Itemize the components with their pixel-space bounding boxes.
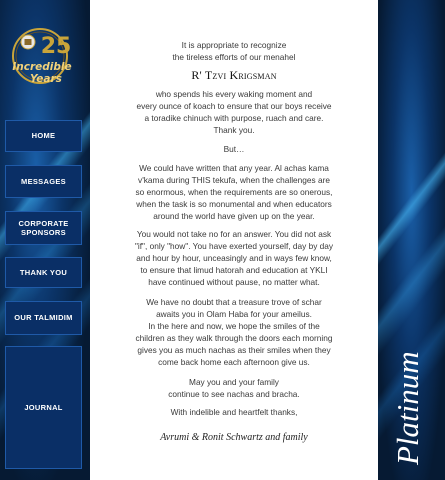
p3-line-3: and hour by hour, unceasingly and in ways few know,	[136, 253, 332, 263]
nav-corporate-sponsors-label: CORPORATE SPONSORS	[18, 218, 69, 237]
nav-thank-you[interactable]	[5, 257, 82, 288]
p4-line-2: awaits you in Olam Haba for your ameilus.	[156, 309, 312, 319]
nav-home-label: HOME	[31, 131, 56, 141]
sponsor-level-label: Platinum	[390, 351, 425, 465]
p2-line-4: when the task is so monumental and when educators	[136, 199, 332, 209]
but-line: But…	[223, 144, 245, 154]
p4-line-4: children as they walk through the doors each morning	[135, 333, 333, 343]
nav-journal[interactable]	[5, 346, 82, 469]
nav-our-talmidim[interactable]	[5, 301, 82, 335]
p4-line-5: gives you as much nachas as their smiles when they	[137, 345, 331, 355]
nav-journal-label: JOURNAL	[24, 402, 63, 412]
p4-line-3: In the here and now, we hope the smiles of the	[148, 321, 320, 331]
signature: Avrumi & Ronit Schwartz and family	[160, 432, 308, 443]
right-decorative-panel	[378, 0, 445, 480]
p3-line-4: to ensure that limud hatorah and education at YKLI	[140, 265, 328, 275]
p2-line-3: so enormous, when the requirements are so onerous,	[135, 187, 333, 197]
p2-line-5: around the world have given up on the year.	[153, 211, 315, 221]
left-sidebar	[0, 0, 90, 480]
logo-line2: Years	[30, 73, 62, 85]
nav-messages-label: MESSAGES	[21, 176, 66, 186]
logo-number: 25	[40, 34, 72, 59]
closing-line: With indelible and heartfelt thanks,	[170, 407, 298, 417]
logo-line1: Incredible	[12, 61, 72, 73]
p1-line-2: every ounce of koach to ensure that our boys receive	[136, 101, 332, 111]
p4-line-6: come back home each afternoon give us.	[158, 357, 310, 367]
p1-line-1: who spends his every waking moment and	[155, 89, 313, 99]
p5-line-2: continue to see nachas and bracha.	[168, 389, 300, 399]
tribute-letter	[90, 0, 378, 480]
intro-line-1: It is appropriate to recognize	[181, 40, 287, 50]
p3-line-1: You would not take no for an answer. You did not ask	[136, 229, 332, 239]
p1-line-4: Thank you.	[213, 125, 255, 135]
p2-line-2: v'kama during THIS tekufa, when the challenges are	[138, 175, 330, 185]
25-years-logo	[4, 22, 84, 94]
honoree-name	[90, 68, 378, 83]
p3-line-5: have continued without pause, no matter what.	[148, 277, 320, 287]
intro-line-2: the tireless efforts of our menahel	[172, 52, 296, 62]
p2-line-1: We could have written that any year. Al achas kama	[139, 163, 329, 173]
nav-corporate-sponsors[interactable]	[5, 211, 82, 245]
nav-home[interactable]	[5, 120, 82, 152]
nav-messages[interactable]	[5, 165, 82, 198]
p5-line-1: May you and your family	[189, 377, 279, 387]
honoree-name-text: R' Tzvi Krigsman	[191, 68, 277, 82]
p3-line-2: "if", only "how". You have exerted yourself, day by day	[134, 241, 334, 251]
nav-our-talmidim-label: OUR TALMIDIM	[14, 313, 73, 323]
p1-line-3: a toradike chinuch with purpose, ruach and care.	[144, 113, 324, 123]
p4-line-1: We have no doubt that a treasure trove of schar	[146, 297, 322, 307]
nav-thank-you-label: THANK YOU	[19, 267, 68, 277]
